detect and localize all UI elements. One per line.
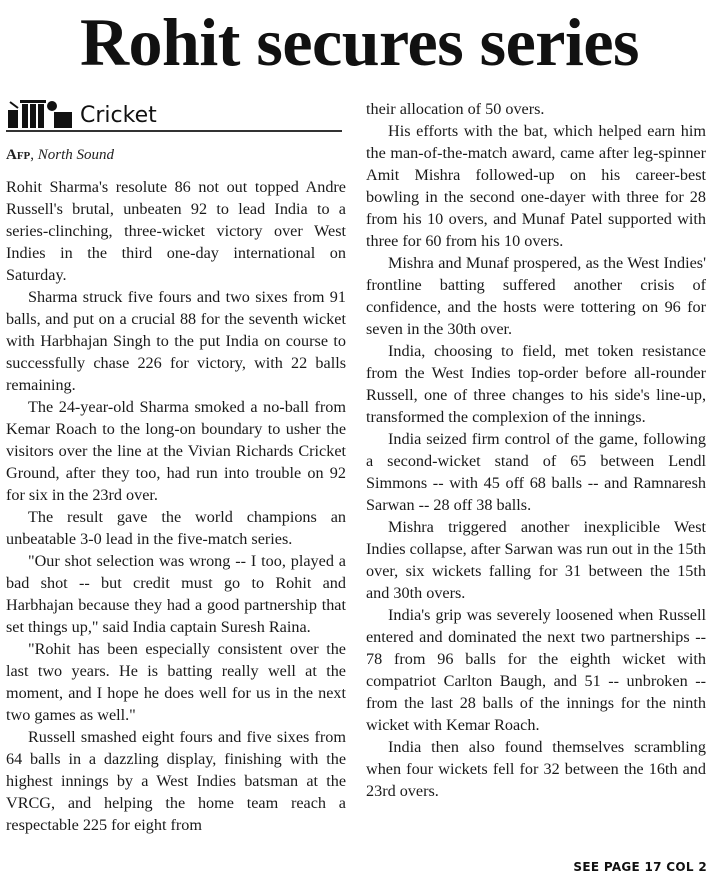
- jump-line: SEE PAGE 17 COL 2: [573, 860, 707, 874]
- byline-agency: Afp: [6, 147, 31, 163]
- byline-separator: ,: [30, 147, 38, 163]
- byline: [6, 144, 346, 166]
- paragraph: Rohit Sharma's resolute 86 not out topped Andre Russell's brutal, unbeaten 92 to lead India to a series-clinching, three-wicket victory over West Indies in the third one-day international on Saturday.: [6, 178, 346, 284]
- paragraph: "Our shot selection was wrong -- I too, played a bad shot -- but credit must go to Rohit and Harbhajan because they had a good partnership that set things up," said India captain Suresh Raina.: [6, 552, 346, 636]
- right-column: [366, 98, 706, 802]
- cricket-bat-ball-icon: [6, 98, 74, 128]
- paragraph: Sharma struck five fours and two sixes from 91 balls, and put on a crucial 88 for the seventh wicket with Harbhajan Singh to the put India on course to successfully chase 226 for victory, with 22 balls remaining.: [6, 288, 346, 394]
- paragraph: India then also found themselves scrambling when four wickets fell for 32 between the 16th and 23rd overs.: [366, 738, 706, 800]
- paragraph: The 24-year-old Sharma smoked a no-ball from Kemar Roach to the long-on boundary to usher the visitors over the line at the Vivian Richards Cricket Ground, after they too, had run into trouble on 92 for six in the 23rd over.: [6, 398, 346, 504]
- left-column: [6, 86, 346, 836]
- paragraph: India's grip was severely loosened when Russell entered and dominated the next two partnerships -- 78 from 96 balls for the eighth wicket with compatriot Carlton Baugh, and 51 -- unbroken -- from the last 28 balls of the innings for the ninth wicket with Kemar Roach.: [366, 606, 706, 734]
- paragraph: Russell smashed eight fours and five sixes from 64 balls in a dazzling display, finishing with the highest innings by a West Indies batsman at the VRCG, and helping the home team reach a respectable 225 for eight from: [6, 728, 346, 834]
- byline-place: North Sound: [37, 147, 115, 163]
- paragraph: India, choosing to field, met token resistance from the West Indies top-order before all-rounder Russell, one of three changes to his side's line-up, transformed the complexion of the innings.: [366, 342, 706, 426]
- section-header: [6, 94, 342, 132]
- paragraph-continuation: their allocation of 50 overs.: [366, 100, 545, 118]
- section-label: Cricket: [80, 103, 157, 128]
- paragraph: The result gave the world champions an unbeatable 3-0 lead in the five-match series.: [6, 508, 346, 548]
- headline: Rohit secures series: [79, 4, 640, 80]
- paragraph: India seized firm control of the game, following a second-wicket stand of 65 between Lendl Simmons -- with 45 off 68 balls -- and Ramnaresh Sarwan -- 28 off 38 balls.: [366, 430, 706, 514]
- paragraph: "Rohit has been especially consistent over the last two years. He is batting really well at the moment, and I hope he does well for us in the next two games as well.": [6, 640, 346, 724]
- paragraph: His efforts with the bat, which helped earn him the man-of-the-match award, came after leg-spinner Amit Mishra followed-up on his career-best bowling in the second one-dayer with three for 28 from his 10 overs, and Munaf Patel supported with three for 60 from his 10 overs.: [366, 122, 706, 250]
- paragraph: Mishra and Munaf prospered, as the West Indies' frontline batting suffered another crisis of confidence, and the hosts were tottering on 96 for seven in the 30th over.: [366, 254, 706, 338]
- paragraph: Mishra triggered another inexplicible West Indies collapse, after Sarwan was run out in the 15th over, six wickets falling for 31 between the 15th and 30th overs.: [366, 518, 706, 602]
